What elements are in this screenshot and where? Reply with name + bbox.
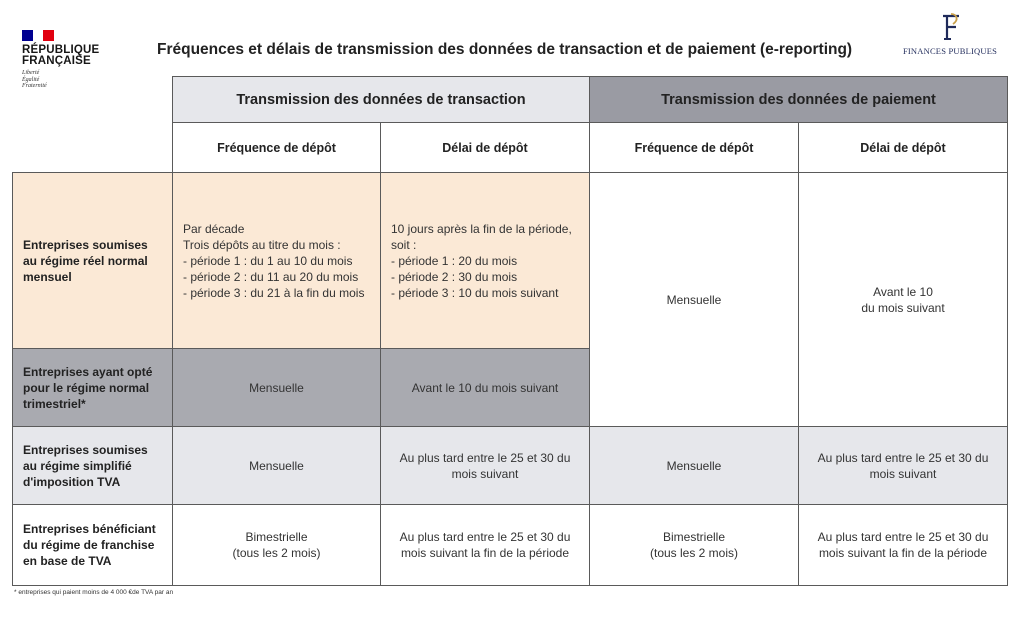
- cell-tx-frequence-trimestriel: Mensuelle: [172, 348, 381, 427]
- cell-tx-frequence-franchise: Bimestrielle (tous les 2 mois): [172, 504, 381, 586]
- finances-publiques-logo: [898, 12, 1002, 56]
- french-flag-icon: [22, 30, 54, 41]
- rf-name-line2: FRANÇAISE: [22, 55, 91, 67]
- header-paiement: Transmission des données de paiement: [589, 76, 1008, 123]
- cell-tx-delai-franchise: Au plus tard entre le 25 et 30 du mois suivant la fin de la période: [380, 504, 590, 586]
- subheader-pay-frequence: Fréquence de dépôt: [589, 122, 799, 173]
- footnote: * entreprises qui paient moins de 4 000 €de TVA par an: [14, 589, 174, 596]
- subheader-pay-delai: Délai de dépôt: [798, 122, 1008, 173]
- republique-francaise-logo: [22, 30, 132, 90]
- subheader-tx-frequence: Fréquence de dépôt: [172, 122, 381, 173]
- cell-pay-frequence-simplifie: Mensuelle: [589, 426, 799, 505]
- row-label-reel-normal-mensuel: Entreprises soumises au régime réel normal mensuel: [12, 172, 173, 349]
- cell-tx-delai-reel-normal: 10 jours après la fin de la période, soit : - période 1 : 20 du mois - période 2 : 30 du mois - période 3 : 10 du mois suivant: [380, 172, 590, 349]
- row-label-normal-trimestriel: Entreprises ayant opté pour le régime normal trimestriel*: [12, 348, 173, 427]
- rf-name-line1: RÉPUBLIQUE: [22, 44, 100, 56]
- cell-tx-frequence-simplifie: Mensuelle: [172, 426, 381, 505]
- subheader-tx-delai: Délai de dépôt: [380, 122, 590, 173]
- cell-tx-delai-trimestriel: Avant le 10 du mois suivant: [380, 348, 590, 427]
- row-label-simplifie: Entreprises soumises au régime simplifié d'imposition TVA: [12, 426, 173, 505]
- header-transaction: Transmission des données de transaction: [172, 76, 590, 123]
- finances-publiques-icon: [935, 12, 965, 42]
- rf-motto-2: Égalité: [22, 76, 40, 83]
- page-title: Fréquences et délais de transmission des données de transaction et de paiement (e-reporting): [157, 41, 853, 58]
- cell-pay-delai-franchise: Au plus tard entre le 25 et 30 du mois suivant la fin de la période: [798, 504, 1008, 586]
- row-label-franchise: Entreprises bénéficiant du régime de franchise en base de TVA: [12, 504, 173, 586]
- cell-pay-delai-simplifie: Au plus tard entre le 25 et 30 du mois suivant: [798, 426, 1008, 505]
- finances-publiques-text: FINANCES PUBLIQUES: [902, 46, 998, 56]
- cell-tx-delai-simplifie: Au plus tard entre le 25 et 30 du mois suivant: [380, 426, 590, 505]
- rf-motto-1: Liberté: [22, 70, 40, 76]
- cell-tx-frequence-reel-normal: Par décade Trois dépôts au titre du mois : - période 1 : du 1 au 10 du mois - période 2 : du 11 au 20 du mois - période 3 : du 21 à la fin du mois: [172, 172, 381, 349]
- cell-pay-frequence-reel-normal: Mensuelle: [589, 172, 799, 427]
- cell-pay-delai-reel-normal: Avant le 10 du mois suivant: [798, 172, 1008, 427]
- cell-pay-frequence-franchise: Bimestrielle (tous les 2 mois): [589, 504, 799, 586]
- rf-motto-3: Fraternité: [22, 83, 47, 89]
